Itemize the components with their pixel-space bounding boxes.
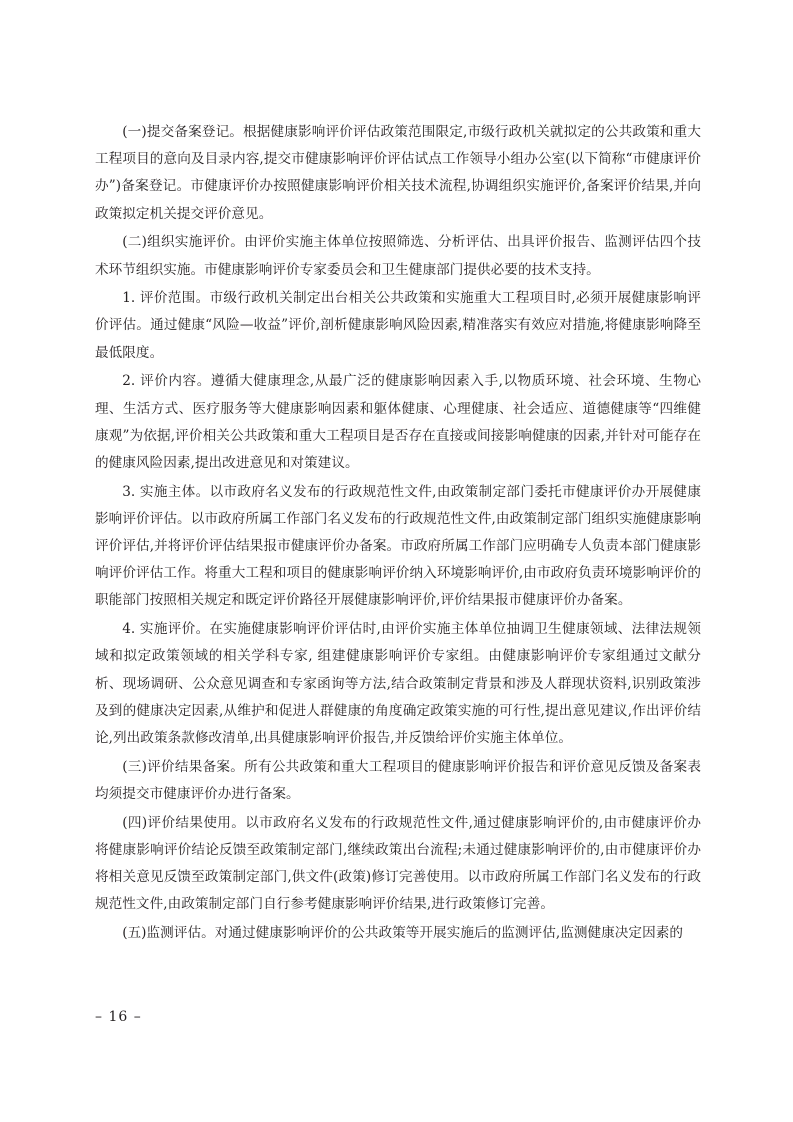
paragraph-implementing-evaluation: 4. 实施评价。在实施健康影响评价评估时,由评价实施主体单位抽调卫生健康领域、法律法规领域和拟定政策领域的相关学科专家, 组建健康影响评价专家组。由健康影响评价专家组通过文献分析、现场调研、公众意见调查和专家函询等方法,结合政策制定背景和涉及人群现状资料,识别政策涉及到的健康决定因素,从维护和促进人群健康的角度确定政策实施的可行性,提出意见建议,作出评价结论,列出政策条款修改清单,出具健康影响评价报告,并反馈给评价实施主体单位。 — [95, 621, 701, 746]
paragraph-result-usage: (四)评价结果使用。以市政府名义发布的行政规范性文件,通过健康影响评价的,由市健康评价办将健康影响评价结论反馈至政策制定部门,继续政策出台流程;未通过健康影响评价的,由市健康评价办将相关意见反馈至政策制定部门,供文件(政策)修订完善使用。以市政府所属工作部门名义发布的行政规范性文件,由政策制定部门自行参考健康影响评价结果,进行政策修订完善。 — [95, 814, 701, 913]
paragraph-organize-evaluation: (二)组织实施评价。由评价实施主体单位按照筛选、分析评估、出具评价报告、监测评估四个技术环节组织实施。市健康影响评价专家委员会和卫生健康部门提供必要的技术支持。 — [95, 234, 701, 278]
paragraph-result-filing: (三)评价结果备案。所有公共政策和重大工程项目的健康影响评价报告和评价意见反馈及备案表均须提交市健康评价办进行备案。 — [95, 758, 701, 802]
paragraph-evaluation-content: 2. 评价内容。遵循大健康理念,从最广泛的健康影响因素入手,以物质环境、社会环境、生物心理、生活方式、医疗服务等大健康影响因素和躯体健康、心理健康、社会适应、道德健康等“四维健康观”为依据,评价相关公共政策和重大工程项目是否存在直接或间接影响健康的因素,并针对可能存在的健康风险因素,提出改进意见和对策建议。 — [95, 373, 701, 471]
document-body — [95, 119, 701, 949]
paragraph-evaluation-scope: 1. 评价范围。市级行政机关制定出台相关公共政策和实施重大工程项目时,必须开展健康影响评价评估。通过健康“风险—收益”评价,剖析健康影响风险因素,精准落实有效应对措施,将健康影响降至最低限度。 — [95, 290, 701, 361]
paragraph-implementing-body: 3. 实施主体。以市政府名义发布的行政规范性文件,由政策制定部门委托市健康评价办开展健康影响评价评估。以市政府所属工作部门名义发布的行政规范性文件,由政策制定部门组织实施健康影响评价评估,并将评价评估结果报市健康评价办备案。市政府所属工作部门应明确专人负责本部门健康影响评价评估工作。将重大工程和项目的健康影响评价纳入环境影响评价,由市政府负责环境影响评价的职能部门按照相关规定和既定评价路径开展健康影响评价,评价结果报市健康评价办备案。 — [95, 483, 701, 609]
page-number: – 16 – — [95, 1009, 142, 1025]
paragraph-submit-filing: (一)提交备案登记。根据健康影响评价评估政策范围限定,市级行政机关就拟定的公共政策和重大工程项目的意向及目录内容,提交市健康影响评价评估试点工作领导小组办公室(以下简称“市健康评价办”)备案登记。市健康评价办按照健康影响评价相关技术流程,协调组织实施评价,备案评价结果,并向政策拟定机关提交评价意见。 — [95, 124, 701, 222]
paragraph-monitoring-assessment: (五)监测评估。对通过健康影响评价的公共政策等开展实施后的监测评估,监测健康决定因素的 — [122, 924, 684, 941]
